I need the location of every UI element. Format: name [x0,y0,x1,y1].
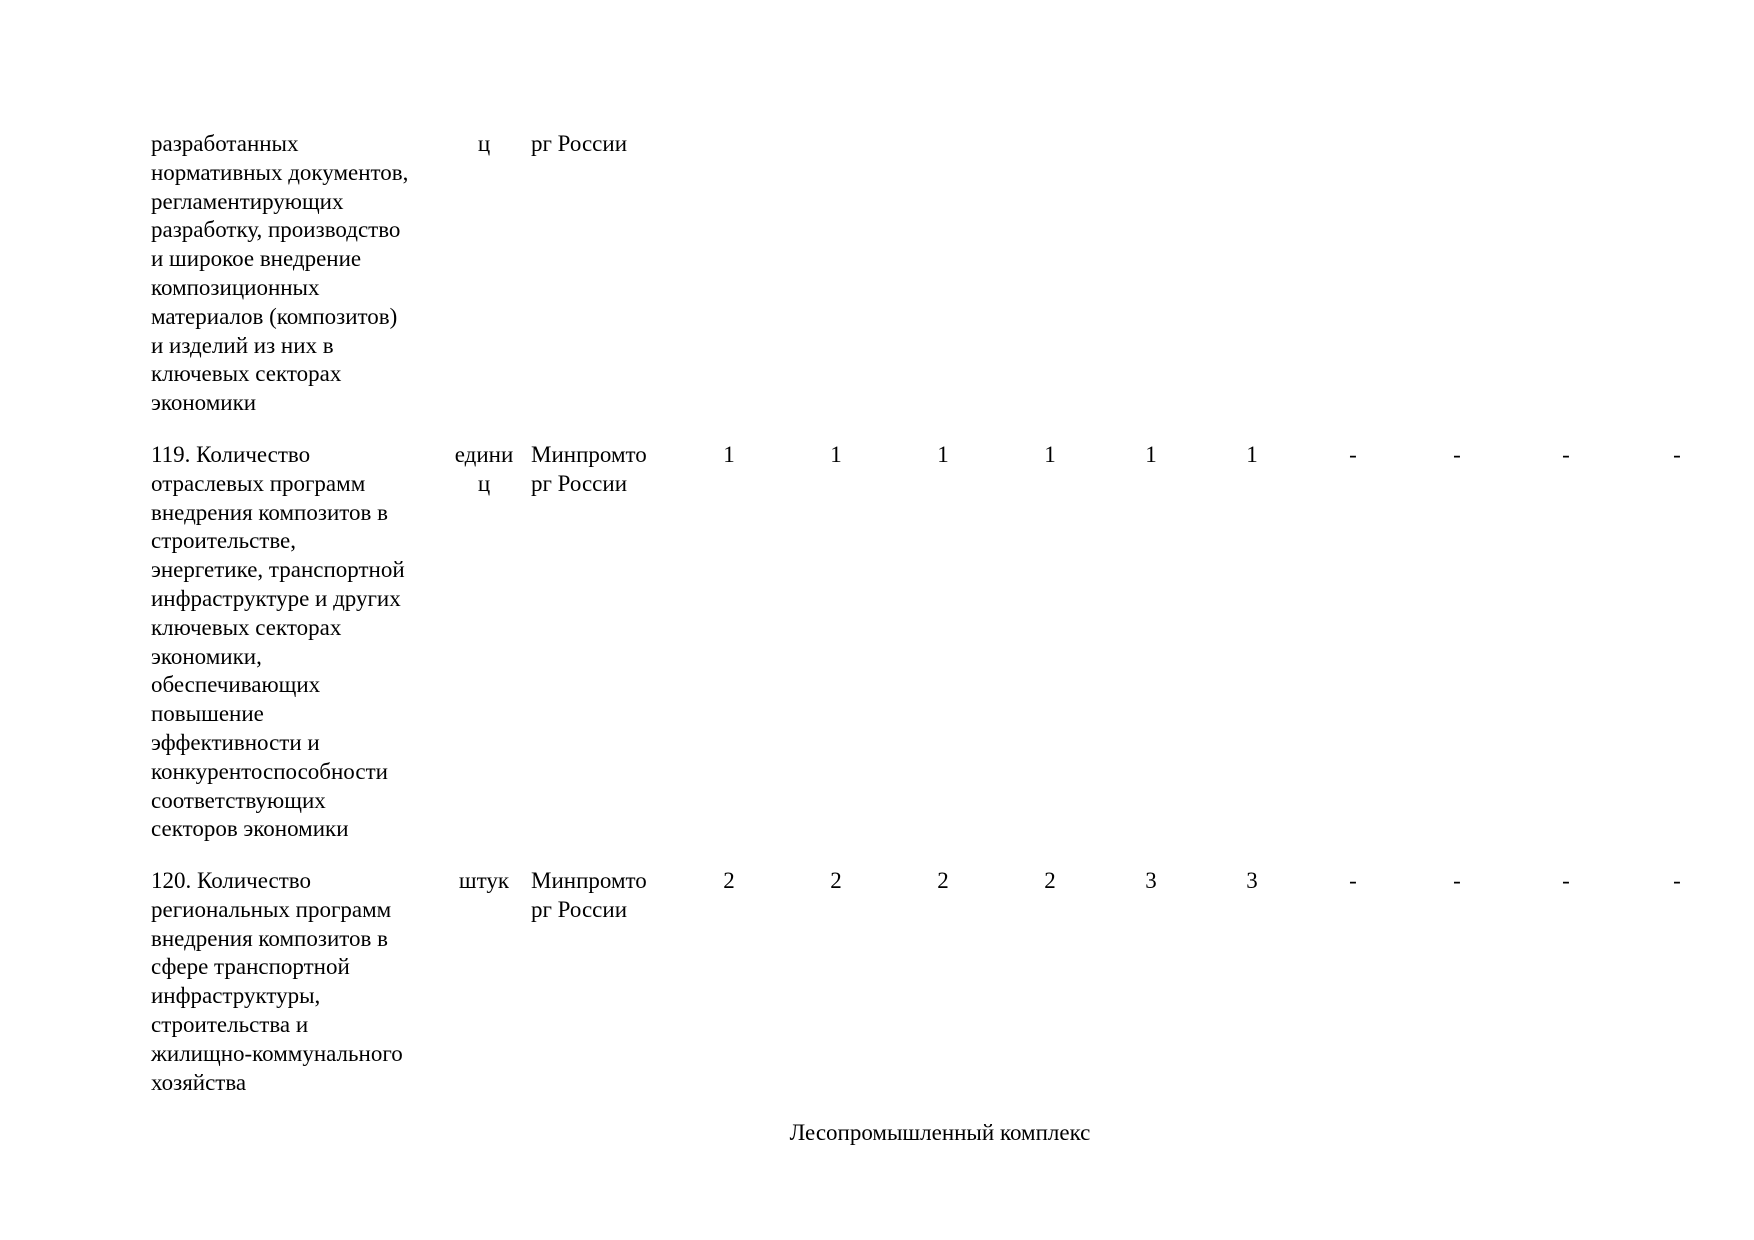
responsible-cell: Минпромто рг России [531,868,647,922]
value-cell: 3 [1145,868,1157,893]
value-cell: 2 [830,868,842,893]
value-cell: 2 [723,868,735,893]
value-cell: - [1349,868,1357,893]
value-cell: 1 [830,442,842,467]
unit-cell: штук [458,868,510,893]
indicator-text: 120. Количество региональных программ внедрения композитов в сфере транспортной инфраструктуры, строительства и жилищно-коммунального хозяйства [151,868,403,1095]
unit-cell: ц [477,131,491,156]
value-cell: 2 [937,868,949,893]
value-cell: 1 [1145,442,1157,467]
value-cell: 2 [1044,868,1056,893]
indicator-text: разработанных нормативных документов, регламентирующих разработку, производство и широкое внедрение композиционных материалов (композитов) и изделий из них в ключевых секторах экономики [151,131,409,416]
value-cell: 1 [723,442,735,467]
value-cell: - [1349,442,1357,467]
section-title: Лесопромышленный комплекс [789,1120,1091,1145]
value-cell: 1 [937,442,949,467]
responsible-cell: рг России [531,131,628,156]
unit-cell: едини ц [454,442,514,496]
responsible-cell: Минпромто рг России [531,442,647,496]
value-cell: 1 [1044,442,1056,467]
value-cell: - [1453,442,1461,467]
value-cell: - [1562,442,1570,467]
value-cell: 3 [1246,868,1258,893]
value-cell: - [1453,868,1461,893]
value-cell: - [1673,868,1681,893]
value-cell: - [1562,868,1570,893]
value-cell: 1 [1246,442,1258,467]
value-cell: - [1673,442,1681,467]
indicator-text: 119. Количество отраслевых программ внедрения композитов в строительстве, энергетике, транспортной инфраструктуре и других ключевых секторах экономики, обеспечивающих повышение эффективности и конкурентоспособности соответствующих секторов экономики [151,442,405,842]
